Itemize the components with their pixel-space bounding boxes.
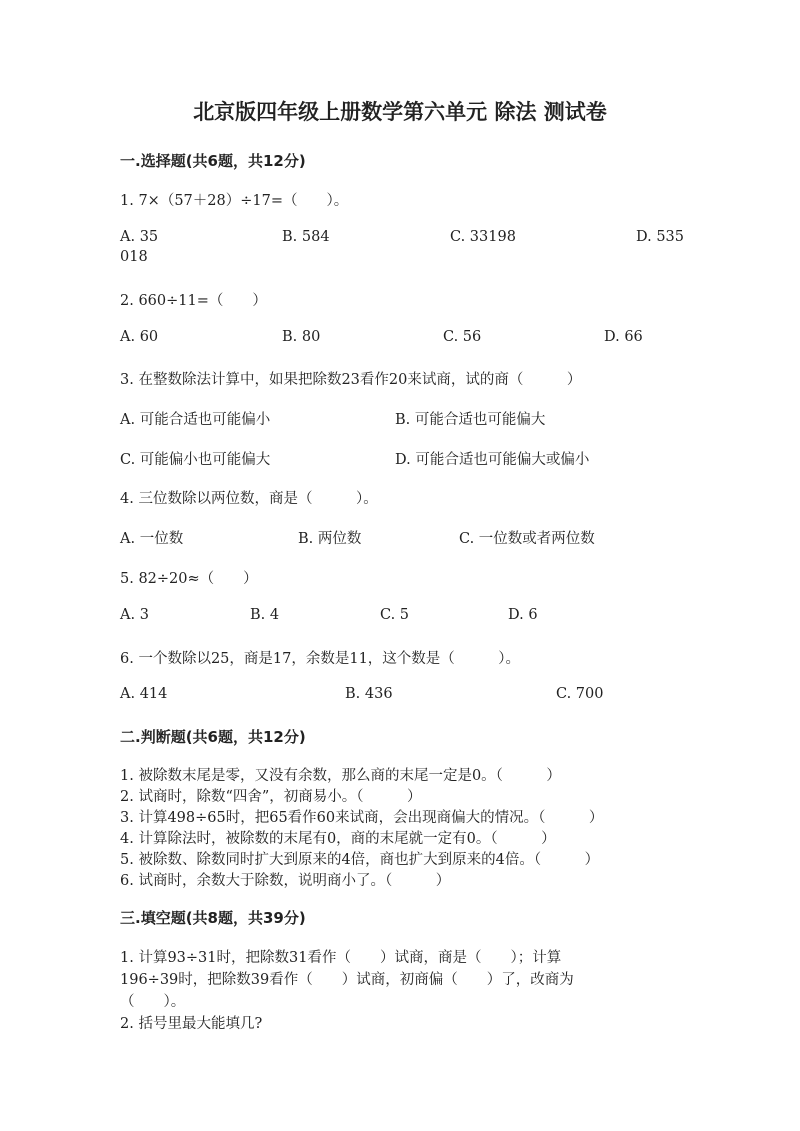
page-title: 北京版四年级上册数学第六单元 除法 测试卷	[193, 100, 607, 124]
question-stem: 3. 在整数除法计算中，如果把除数23看作20来试商，试的商（ ）	[120, 372, 582, 388]
option: B. 可能合适也可能偏大	[395, 412, 546, 428]
section-heading-fill-blank: 三.填空题(共8题，共39分)	[120, 909, 306, 927]
question-stem: 1. 7×（57＋28）÷17=（ ）。	[120, 193, 349, 209]
question-stem: 2. 660÷11=（ ）	[120, 293, 267, 309]
option: D. 535	[636, 229, 685, 245]
option: A. 60	[120, 329, 159, 345]
judgement-item: 6. 试商时，余数大于除数，说明商小了。（ ）	[120, 873, 451, 889]
judgement-item: 2. 试商时，除数“四舍”，初商易小。（ ）	[120, 789, 422, 805]
option: A. 3	[120, 607, 149, 623]
judgement-item: 3. 计算498÷65时，把65看作60来试商，会出现商偏大的情况。（ ）	[120, 810, 604, 826]
option: B. 两位数	[298, 531, 362, 547]
section-heading-choice: 一.选择题(共6题，共12分)	[120, 152, 306, 170]
option: C. 5	[380, 607, 410, 623]
judgement-item: 1. 被除数末尾是零，又没有余数，那么商的末尾一定是0。（ ）	[120, 768, 561, 784]
option: C. 700	[556, 686, 604, 702]
option: B. 80	[282, 329, 321, 345]
fill-blank-line: 1. 计算93÷31时，把除数31看作（ ）试商，商是（ ）；计算	[120, 950, 562, 966]
section-heading-judgement: 二.判断题(共6题，共12分)	[120, 728, 306, 746]
option: A. 可能合适也可能偏小	[120, 412, 271, 428]
option: B. 584	[282, 229, 330, 245]
judgement-item: 4. 计算除法时，被除数的末尾有0，商的末尾就一定有0。（ ）	[120, 831, 556, 847]
option: D. 66	[604, 329, 643, 345]
option: C. 33198	[450, 229, 516, 245]
option: C. 可能偏小也可能偏大	[120, 452, 271, 468]
option-wrap: 018	[120, 249, 148, 265]
question-stem: 6. 一个数除以25，商是17，余数是11，这个数是（ ）。	[120, 651, 521, 667]
option: B. 436	[345, 686, 393, 702]
judgement-item: 5. 被除数、除数同时扩大到原来的4倍，商也扩大到原来的4倍。（ ）	[120, 852, 600, 868]
question-stem: 4. 三位数除以两位数，商是（ ）。	[120, 491, 378, 507]
fill-blank-line: 2. 括号里最大能填几?	[120, 1016, 263, 1032]
option: A. 414	[120, 686, 168, 702]
option: D. 可能合适也可能偏大或偏小	[395, 452, 590, 468]
fill-blank-line: 196÷39时，把除数39看作（ ）试商，初商偏（ ）了，改商为	[120, 972, 574, 988]
option: A. 一位数	[120, 531, 184, 547]
fill-blank-line: （ ）。	[120, 994, 186, 1010]
option: C. 56	[443, 329, 482, 345]
option: A. 35	[120, 229, 159, 245]
option: C. 一位数或者两位数	[459, 531, 595, 547]
option: B. 4	[250, 607, 280, 623]
option: D. 6	[508, 607, 538, 623]
question-stem: 5. 82÷20≈（ ）	[120, 571, 258, 587]
